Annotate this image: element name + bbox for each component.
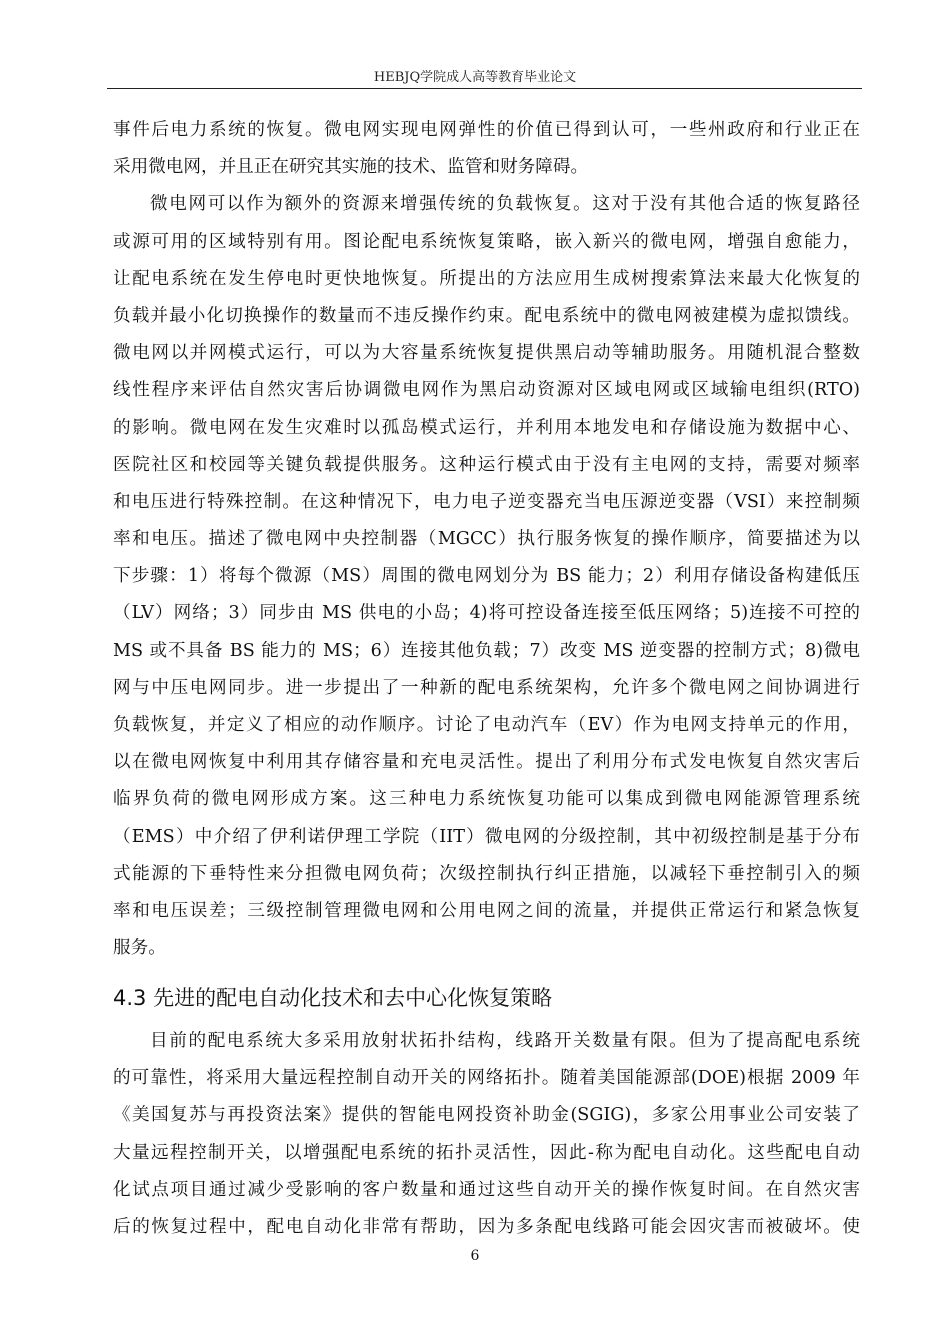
- body-section-2: [113, 1023, 860, 1246]
- text-line: 式能源的下垂特性来分担微电网负荷；次级控制执行纠正措施，以减轻下垂控制引入的频: [113, 863, 860, 884]
- text-line: 负载并最小化切换操作的数量而不违反操作约束。配电系统中的微电网被建模为虚拟馈线。: [113, 305, 860, 326]
- text-line: 和电压进行特殊控制。在这种情况下，电力电子逆变器充当电压源逆变器（VSI）来控制频: [113, 491, 860, 512]
- text-line: 的影响。微电网在发生灾难时以孤岛模式运行，并利用本地发电和存储设施为数据中心、: [113, 417, 860, 438]
- text-line: 服务。: [113, 938, 166, 959]
- text-line: （EMS）中介绍了伊利诺伊理工学院（IIT）微电网的分级控制，其中初级控制是基于分布: [113, 826, 860, 847]
- text-line: 让配电系统在发生停电时更快地恢复。所提出的方法应用生成树搜索算法来最大化恢复的: [113, 268, 860, 289]
- text-line: 微电网可以作为额外的资源来增强传统的负载恢复。这对于没有其他合适的恢复路径: [150, 194, 860, 215]
- text-line: 医院社区和校园等关键负载提供服务。这种运行模式由于没有主电网的支持，需要对频率: [113, 454, 860, 475]
- text-line: 后的恢复过程中，配电自动化非常有帮助，因为多条配电线路可能会因灾害而被破坏。使: [113, 1216, 860, 1237]
- text-line: 负载恢复，并定义了相应的动作顺序。讨论了电动汽车（EV）作为电网支持单元的作用，: [113, 715, 860, 735]
- text-line: 率和电压误差；三级控制管理微电网和公用电网之间的流量，并提供正常运行和紧急恢复: [113, 900, 860, 921]
- text-line: 采用微电网，并且正在研究其实施的技术、监管和财务障碍。: [113, 157, 589, 178]
- text-line: 网与中压电网同步。进一步提出了一种新的配电系统架构，允许多个微电网之间协调进行: [113, 677, 860, 698]
- text-line: 或源可用的区域特别有用。图论配电系统恢复策略，嵌入新兴的微电网，增强自愈能力，: [113, 231, 860, 252]
- page-number: 6: [470, 1248, 480, 1264]
- text-line: 率和电压。描述了微电网中央控制器（MGCC）执行服务恢复的操作顺序，简要描述为以: [113, 529, 860, 550]
- text-line: 下步骤：1）将每个微源（MS）周围的微电网划分为 BS 能力；2）利用存储设备构建低压: [113, 566, 860, 587]
- text-line: 《美国复苏与再投资法案》提供的智能电网投资补助金(SGIG)，多家公用事业公司安装了: [113, 1105, 860, 1126]
- text-line: 临界负荷的微电网形成方案。这三种电力系统恢复功能可以集成到微电网能源管理系统: [113, 789, 860, 810]
- text-line: 线性程序来评估自然灾害后协调微电网作为黑启动资源对区域电网或区域输电组织(RTO): [113, 380, 860, 401]
- text-line: 微电网以并网模式运行，可以为大容量系统恢复提供黑启动等辅助服务。用随机混合整数: [113, 343, 860, 364]
- text-line: （LV）网络；3）同步由 MS 供电的小岛；4)将可控设备连接至低压网络；5)连接不可控的: [113, 603, 860, 624]
- section-heading: 4.3 先进的配电自动化技术和去中心化恢复策略: [113, 986, 553, 1010]
- text-line: 大量远程控制开关，以增强配电系统的拓扑灵活性，因此-称为配电自动化。这些配电自动: [113, 1142, 860, 1163]
- text-line: 事件后电力系统的恢复。微电网实现电网弹性的价值已得到认可，一些州政府和行业正在: [113, 120, 860, 140]
- text-line: 的可靠性，将采用大量远程控制自动开关的网络拓扑。随着美国能源部(DOE)根据 2009 年: [113, 1068, 860, 1089]
- header-divider: [107, 88, 862, 89]
- text-line: 以在微电网恢复中利用其存储容量和充电灵活性。提出了利用分布式发电恢复自然灾害后: [113, 752, 860, 773]
- text-line: 目前的配电系统大多采用放射状拓扑结构，线路开关数量有限。但为了提高配电系统: [150, 1031, 860, 1051]
- running-header: HEBJQ学院成人高等教育毕业论文: [373, 70, 577, 85]
- text-line: 化试点项目通过减少受影响的客户数量和通过这些自动开关的操作恢复时间。在自然灾害: [113, 1179, 860, 1200]
- text-line: MS 或不具备 BS 能力的 MS；6）连接其他负载；7）改变 MS 逆变器的控制方式；8)微电: [113, 640, 860, 661]
- body-section-1: [113, 112, 860, 967]
